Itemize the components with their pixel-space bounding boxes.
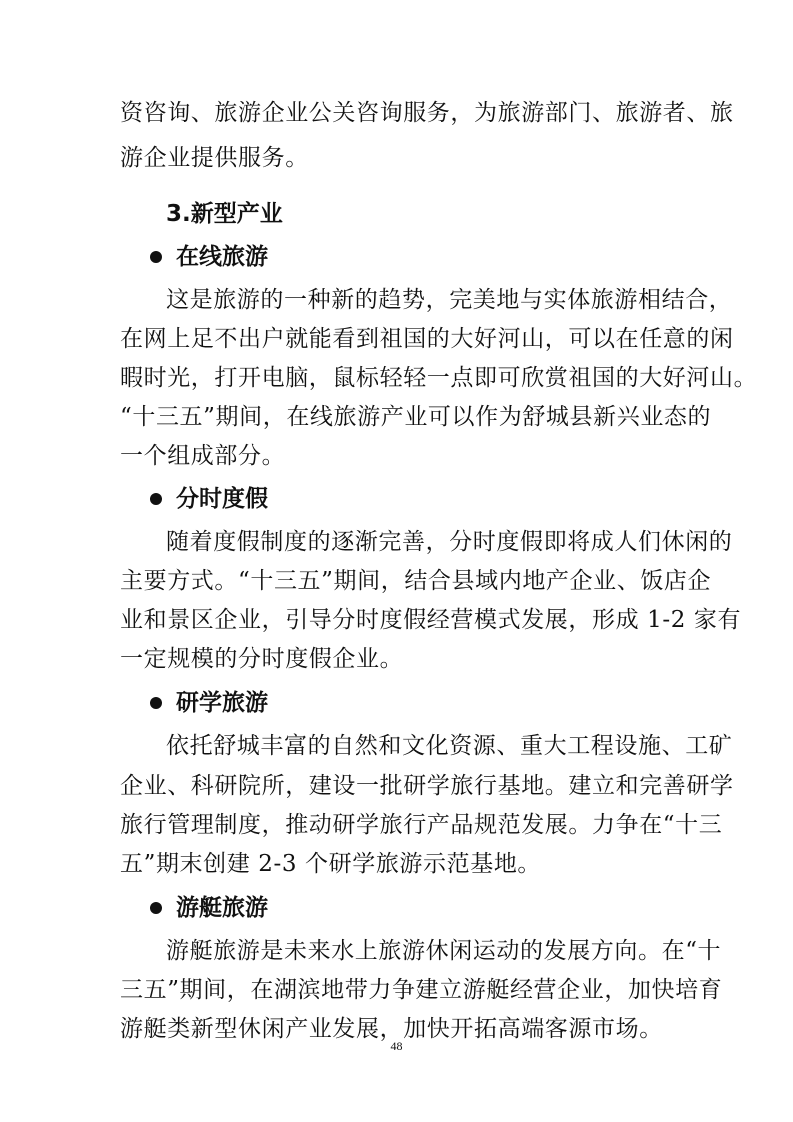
paragraph-line: 五”期末创建 2-3 个研学旅游示范基地。 [120, 851, 542, 877]
paragraph-line: 游艇类新型休闲产业发展，加快开拓高端客源市场。 [120, 1016, 663, 1042]
paragraph-line: 暇时光，打开电脑，鼠标轻轻一点即可欣赏祖国的大好河山。 [120, 365, 758, 391]
section-heading: 3.新型产业 [166, 201, 283, 227]
item-title: 在线旅游 [176, 244, 268, 270]
paragraph-line: 一定规模的分时度假企业。 [120, 646, 404, 672]
paragraph-line: 一个组成部分。 [120, 443, 286, 469]
bullet-icon [150, 251, 162, 263]
item-yacht-tourism-heading [150, 893, 268, 923]
intro-line-1: 资咨询、旅游企业公关咨询服务，为旅游部门、旅游者、旅 [120, 100, 734, 126]
paragraph-line: 三五”期间，在湖滨地带力争建立游艇经营企业，加快培育 [120, 977, 723, 1003]
bullet-icon [150, 493, 162, 505]
paragraph-line: 企业、科研院所，建设一批研学旅行基地。建立和完善研学 [120, 773, 734, 799]
intro-line-2: 游企业提供服务。 [120, 145, 309, 171]
paragraph-line: 随着度假制度的逐渐完善，分时度假即将成人们休闲的 [166, 529, 733, 555]
paragraph-line: 依托舒城丰富的自然和文化资源、重大工程设施、工矿 [166, 733, 733, 759]
item-timeshare-heading [150, 484, 268, 514]
paragraph-line: “十三五”期间，在线旅游产业可以作为舒城县新兴业态的 [120, 404, 712, 430]
bullet-icon [150, 697, 162, 709]
page-number: 48 [390, 1039, 403, 1053]
item-study-tourism-heading [150, 688, 268, 718]
item-title: 分时度假 [176, 486, 268, 512]
item-title: 研学旅游 [176, 690, 268, 716]
bullet-icon [150, 902, 162, 914]
paragraph-line: 旅行管理制度，推动研学旅行产品规范发展。力争在“十三 [120, 812, 723, 838]
item-title: 游艇旅游 [176, 895, 268, 921]
paragraph-line: 业和景区企业，引导分时度假经营模式发展，形成 1-2 家有 [120, 607, 742, 633]
paragraph-line: 这是旅游的一种新的趋势，完美地与实体旅游相结合， [166, 287, 733, 313]
paragraph-line: 在网上足不出户就能看到祖国的大好河山，可以在任意的闲 [120, 326, 734, 352]
item-online-tourism-heading [150, 242, 268, 272]
paragraph-line: 主要方式。“十三五”期间，结合县域内地产企业、饭店企 [120, 568, 712, 594]
paragraph-line: 游艇旅游是未来水上旅游休闲运动的发展方向。在“十 [166, 938, 722, 964]
